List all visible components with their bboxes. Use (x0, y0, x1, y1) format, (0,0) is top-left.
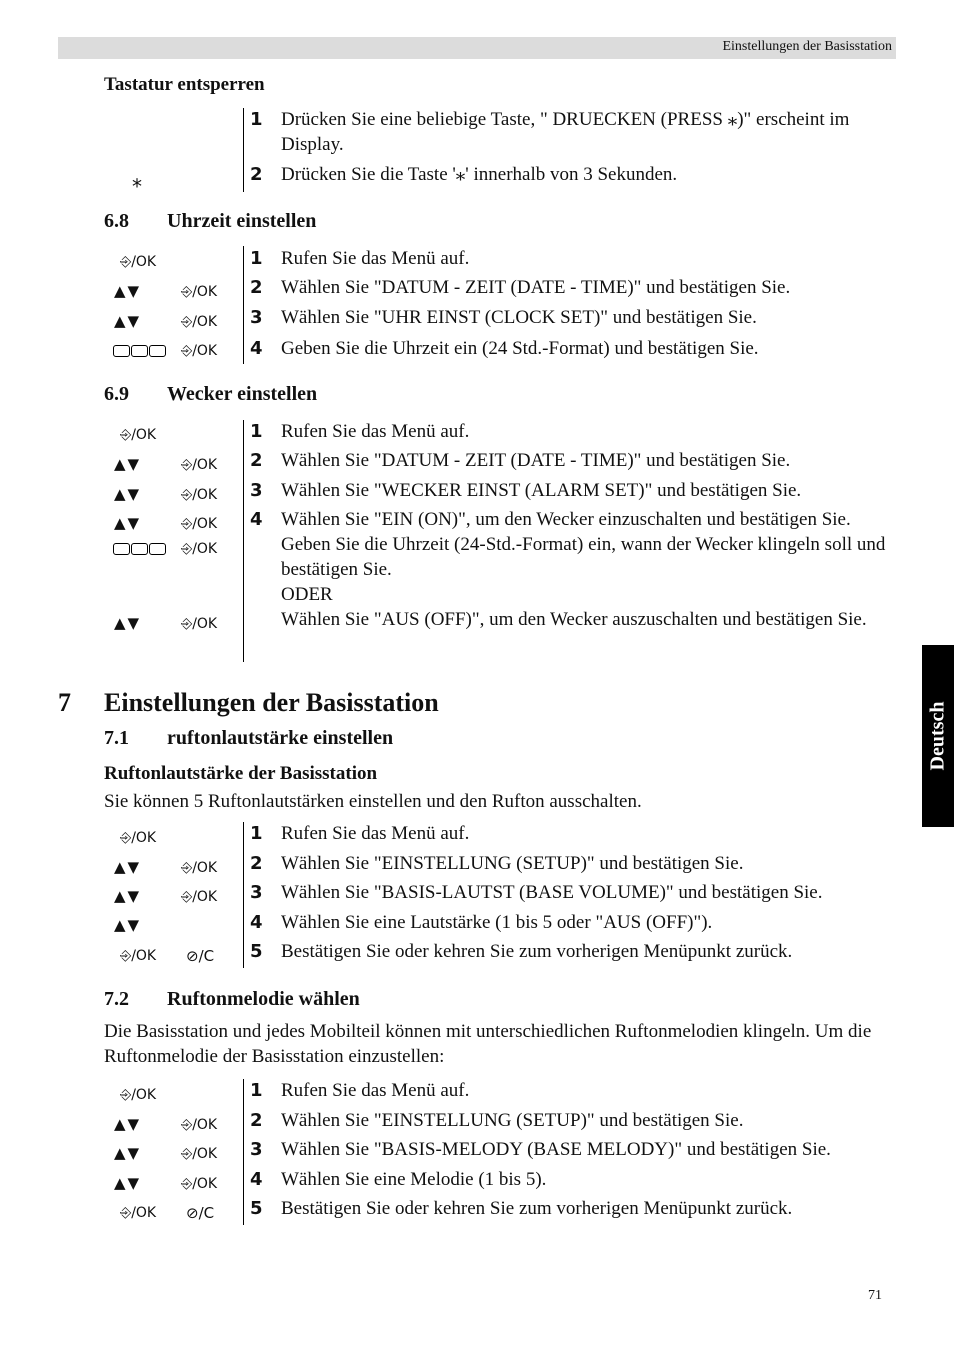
step-text: Rufen Sie das Menü auf. (281, 1080, 470, 1101)
step-text: Wählen Sie "WECKER EINST (ALARM SET)" und bestätigen Sie. (281, 480, 802, 501)
step-number: 1 (250, 109, 263, 130)
arrow-keys-icon: ▲▼ (114, 916, 142, 934)
arrow-keys-icon: ▲▼ (114, 282, 142, 300)
step-text: Bestätigen Sie oder kehren Sie zum vorherigen Menüpunkt zurück. (281, 941, 793, 962)
section-number: 7.1 (104, 727, 129, 749)
step-text: Wählen Sie "DATUM - ZEIT (DATE - TIME)" und bestätigen Sie. (281, 450, 791, 471)
ok-key-icon: ⎆/OK (181, 487, 218, 503)
ok-key-icon: ⎆/OK (120, 254, 157, 270)
step-number: 5 (250, 1198, 263, 1219)
section-number: 7.2 (104, 988, 129, 1010)
step-text: Wählen Sie "UHR EINST (CLOCK SET)" und bestätigen Sie. (281, 307, 757, 328)
number-keys-icon (113, 543, 166, 555)
unlock-heading: Tastatur entsperren (104, 74, 265, 95)
arrow-keys-icon: ▲▼ (114, 887, 142, 905)
step-divider (243, 108, 244, 192)
running-header: Einstellungen der Basisstation (722, 39, 892, 54)
arrow-keys-icon: ▲▼ (114, 312, 142, 330)
arrow-keys-icon: ▲▼ (114, 1115, 142, 1133)
ok-key-icon: ⎆/OK (181, 860, 218, 876)
star-key-icon: ⁎ (132, 168, 142, 192)
step-number: 3 (250, 882, 263, 903)
language-tab (922, 645, 954, 827)
ok-key-icon: ⎆/OK (120, 1205, 157, 1221)
section-title: Uhrzeit einstellen (167, 210, 317, 232)
subsection-heading: Ruftonlautstärke der Basisstation (104, 763, 378, 784)
step-number: 4 (250, 338, 263, 359)
page-number: 71 (868, 1288, 882, 1303)
ok-key-icon: ⎆/OK (181, 343, 218, 359)
section-title: Ruftonmelodie wählen (167, 988, 360, 1010)
step-number: 1 (250, 248, 263, 269)
step-number: 3 (250, 480, 263, 501)
step-number: 3 (250, 1139, 263, 1160)
step-text: Rufen Sie das Menü auf. (281, 248, 470, 269)
step-number: 2 (250, 277, 263, 298)
step-divider (243, 246, 244, 364)
arrow-keys-icon: ▲▼ (114, 614, 142, 632)
step-number: 5 (250, 941, 263, 962)
ok-key-icon: ⎆/OK (181, 616, 218, 632)
ok-key-icon: ⎆/OK (181, 516, 218, 532)
or-label: ODER (281, 584, 333, 605)
ok-key-icon: ⎆/OK (181, 889, 218, 905)
clear-key-icon: ⊘/C (186, 947, 215, 965)
paragraph: Sie können 5 Ruftonlautstärken einstellen und den Rufton ausschalten. (104, 791, 642, 812)
step-divider (243, 1079, 244, 1225)
step-text: Wählen Sie eine Melodie (1 bis 5). (281, 1169, 547, 1190)
step-text: Drücken Sie die Taste '⁎' innerhalb von 3 Sekunden. (281, 164, 678, 185)
ok-key-icon: ⎆/OK (181, 541, 218, 557)
language-tab-label: Deutsch (926, 701, 949, 771)
step-text: Geben Sie die Uhrzeit ein (24 Std.-Format) und bestätigen Sie. (281, 338, 759, 359)
arrow-keys-icon: ▲▼ (114, 858, 142, 876)
ok-key-icon: ⎆/OK (120, 948, 157, 964)
section-number: 6.8 (104, 210, 129, 232)
step-text: Rufen Sie das Menü auf. (281, 421, 470, 442)
step-divider (243, 420, 244, 662)
step-text: Wählen Sie "BASIS-MELODY (BASE MELODY)" und bestätigen Sie. (281, 1139, 831, 1160)
step-number: 4 (250, 912, 263, 933)
ok-key-icon: ⎆/OK (120, 1087, 157, 1103)
arrow-keys-icon: ▲▼ (114, 455, 142, 473)
arrow-keys-icon: ▲▼ (114, 1144, 142, 1162)
arrow-keys-icon: ▲▼ (114, 485, 142, 503)
step-text: Wählen Sie "EINSTELLUNG (SETUP)" und bestätigen Sie. (281, 1110, 744, 1131)
section-number: 6.9 (104, 383, 129, 405)
ok-key-icon: ⎆/OK (181, 1146, 218, 1162)
step-number: 1 (250, 1080, 263, 1101)
ok-key-icon: ⎆/OK (181, 457, 218, 473)
ok-key-icon: ⎆/OK (181, 314, 218, 330)
step-number: 3 (250, 307, 263, 328)
step-text: Wählen Sie "DATUM - ZEIT (DATE - TIME)" und bestätigen Sie. (281, 277, 791, 298)
ok-key-icon: ⎆/OK (181, 1176, 218, 1192)
clear-key-icon: ⊘/C (186, 1204, 215, 1222)
step-text: Rufen Sie das Menü auf. (281, 823, 470, 844)
chapter-title: Einstellungen der Basisstation (104, 688, 439, 717)
step-text: Drücken Sie eine beliebige Taste, " DRUECKEN (PRESS ⁎)" erscheint im Display. (281, 109, 850, 155)
step-text: Wählen Sie "AUS (OFF)", um den Wecker auszuschalten und bestätigen Sie. (281, 609, 867, 630)
section-title: ruftonlautstärke einstellen (167, 727, 394, 749)
arrow-keys-icon: ▲▼ (114, 1174, 142, 1192)
step-text: Bestätigen Sie oder kehren Sie zum vorherigen Menüpunkt zurück. (281, 1198, 793, 1219)
step-number: 2 (250, 164, 263, 185)
arrow-keys-icon: ▲▼ (114, 514, 142, 532)
step-number: 4 (250, 509, 263, 530)
ok-key-icon: ⎆/OK (120, 427, 157, 443)
paragraph: Die Basisstation und jedes Mobilteil können mit unterschiedlichen Ruftonmelodien klingeln. Um die Ruftonmelodie der Basisstation einzustellen: (104, 1021, 872, 1067)
step-number: 2 (250, 853, 263, 874)
ok-key-icon: ⎆/OK (181, 1117, 218, 1133)
step-number: 2 (250, 1110, 263, 1131)
ok-key-icon: ⎆/OK (181, 284, 218, 300)
step-text: Wählen Sie "EIN (ON)", um den Wecker einzuschalten und bestätigen Sie. Geben Sie die Uhrzeit (24-Std.-Format) ein, wann der Wecker klingeln soll und bestätigen Sie. (281, 509, 886, 580)
number-keys-icon (113, 345, 166, 357)
ok-key-icon: ⎆/OK (120, 830, 157, 846)
chapter-number: 7 (58, 688, 71, 717)
step-divider (243, 822, 244, 968)
step-text: Wählen Sie "EINSTELLUNG (SETUP)" und bestätigen Sie. (281, 853, 744, 874)
step-number: 1 (250, 421, 263, 442)
step-number: 4 (250, 1169, 263, 1190)
step-text: Wählen Sie "BASIS-LAUTST (BASE VOLUME)" und bestätigen Sie. (281, 882, 823, 903)
section-title: Wecker einstellen (167, 383, 318, 405)
step-number: 1 (250, 823, 263, 844)
step-text: Wählen Sie eine Lautstärke (1 bis 5 oder "AUS (OFF)"). (281, 912, 713, 933)
step-number: 2 (250, 450, 263, 471)
